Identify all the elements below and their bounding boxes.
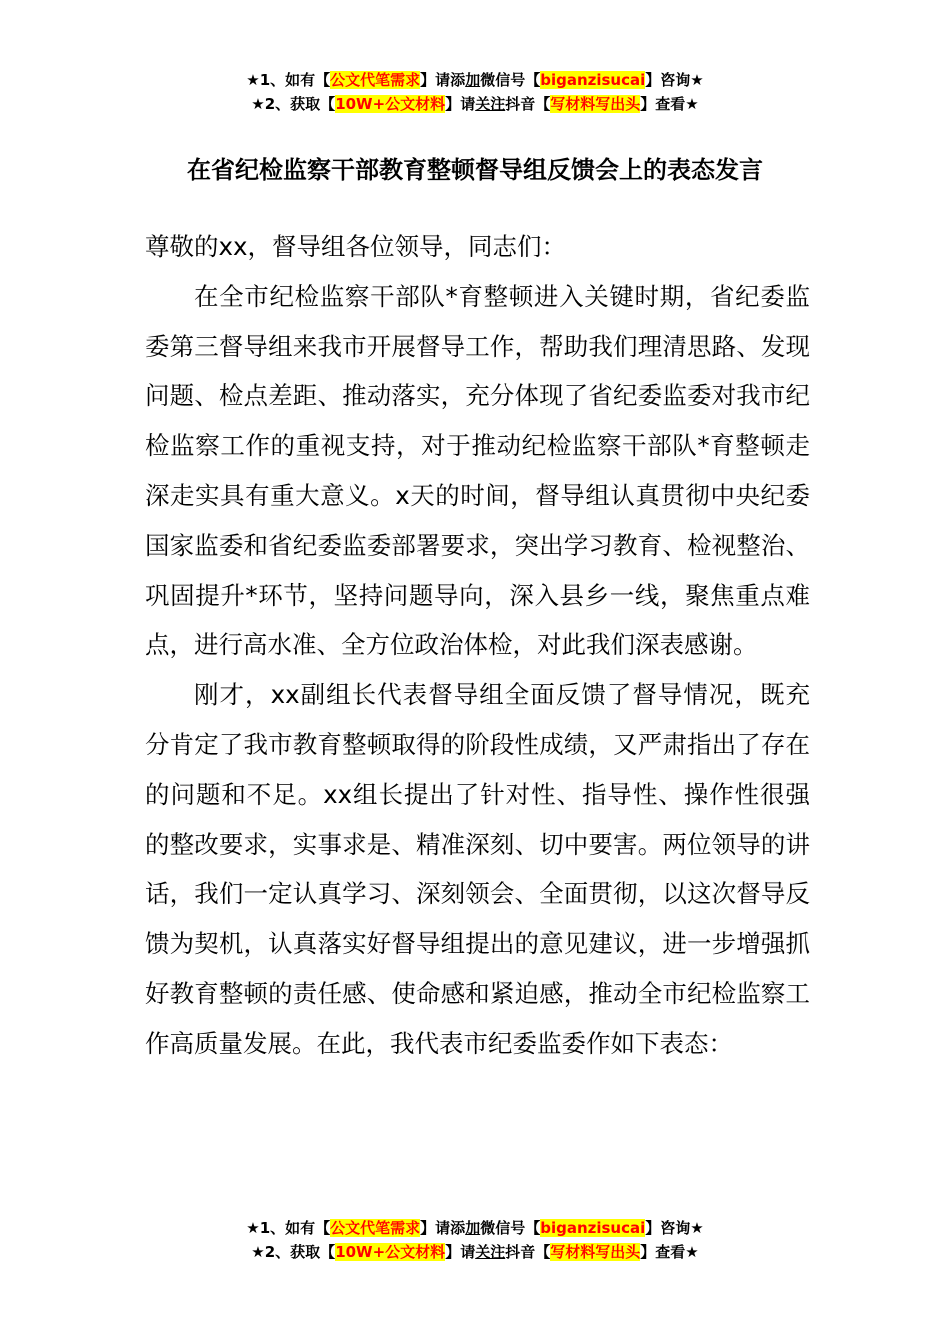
promo-highlight: 公文代笔需求 <box>330 71 421 89</box>
promo-highlight: 10W+公文材料 <box>335 95 446 113</box>
promo-line-2: ★2、获取【10W+公文材料】请关注抖音【写材料写出头】查看★ <box>251 1243 699 1261</box>
promo-wechat-id: biganzisucai <box>540 1219 646 1237</box>
promo-highlight: 10W+公文材料 <box>335 1243 446 1261</box>
paragraph-1: 在全市纪检监察干部队*育整顿进入关键时期，省纪委监委第三督导组来我市开展督导工作，帮助我们理清思路、发现问题、检点差距、推动落实，充分体现了省纪委监委对我市纪检监察工作的重视支持，对于推动纪检监察干部队*育整顿走深走实具有重大意义。x天的时间，督导组认真贯彻中央纪委国家监委和省纪委监委部署要求，突出学习教育、检视整治、巩固提升*环节，坚持问题导向，深入县乡一线，聚焦重点难点，进行高水准、全方位政治体检，对此我们深表感谢。 <box>145 281 810 660</box>
promo-highlight: 公文代笔需求 <box>330 1219 421 1237</box>
promo-footer <box>0 1216 950 1264</box>
salutation: 尊敬的xx，督导组各位领导，同志们： <box>145 232 566 261</box>
promo-douyin-id: 写材料写出头 <box>550 1243 641 1261</box>
promo-line-2: ★2、获取【10W+公文材料】请关注抖音【写材料写出头】查看★ <box>251 95 699 113</box>
promo-line-1: ★1、如有【公文代笔需求】请添加微信号【biganzisucai】咨询★ <box>246 71 704 89</box>
paragraph-2: 刚才，xx副组长代表督导组全面反馈了督导情况，既充分肯定了我市教育整顿取得的阶段性成绩，又严肃指出了存在的问题和不足。xx组长提出了针对性、指导性、操作性很强的整改要求，实事求是、精准深刻、切中要害。两位领导的讲话，我们一定认真学习、深刻领会、全面贯彻，以这次督导反馈为契机，认真落实好督导组提出的意见建议，进一步增强抓好教育整顿的责任感、使命感和紧迫感，推动全市纪检监察工作高质量发展。在此，我代表市纪委监委作如下表态： <box>145 680 810 1058</box>
promo-douyin-id: 写材料写出头 <box>550 95 641 113</box>
document-body <box>145 222 810 1069</box>
promo-line-1: ★1、如有【公文代笔需求】请添加微信号【biganzisucai】咨询★ <box>246 1219 704 1237</box>
promo-wechat-id: biganzisucai <box>540 71 646 89</box>
document-title: 在省纪检监察干部教育整顿督导组反馈会上的表态发言 <box>187 156 763 184</box>
promo-header <box>0 68 950 116</box>
